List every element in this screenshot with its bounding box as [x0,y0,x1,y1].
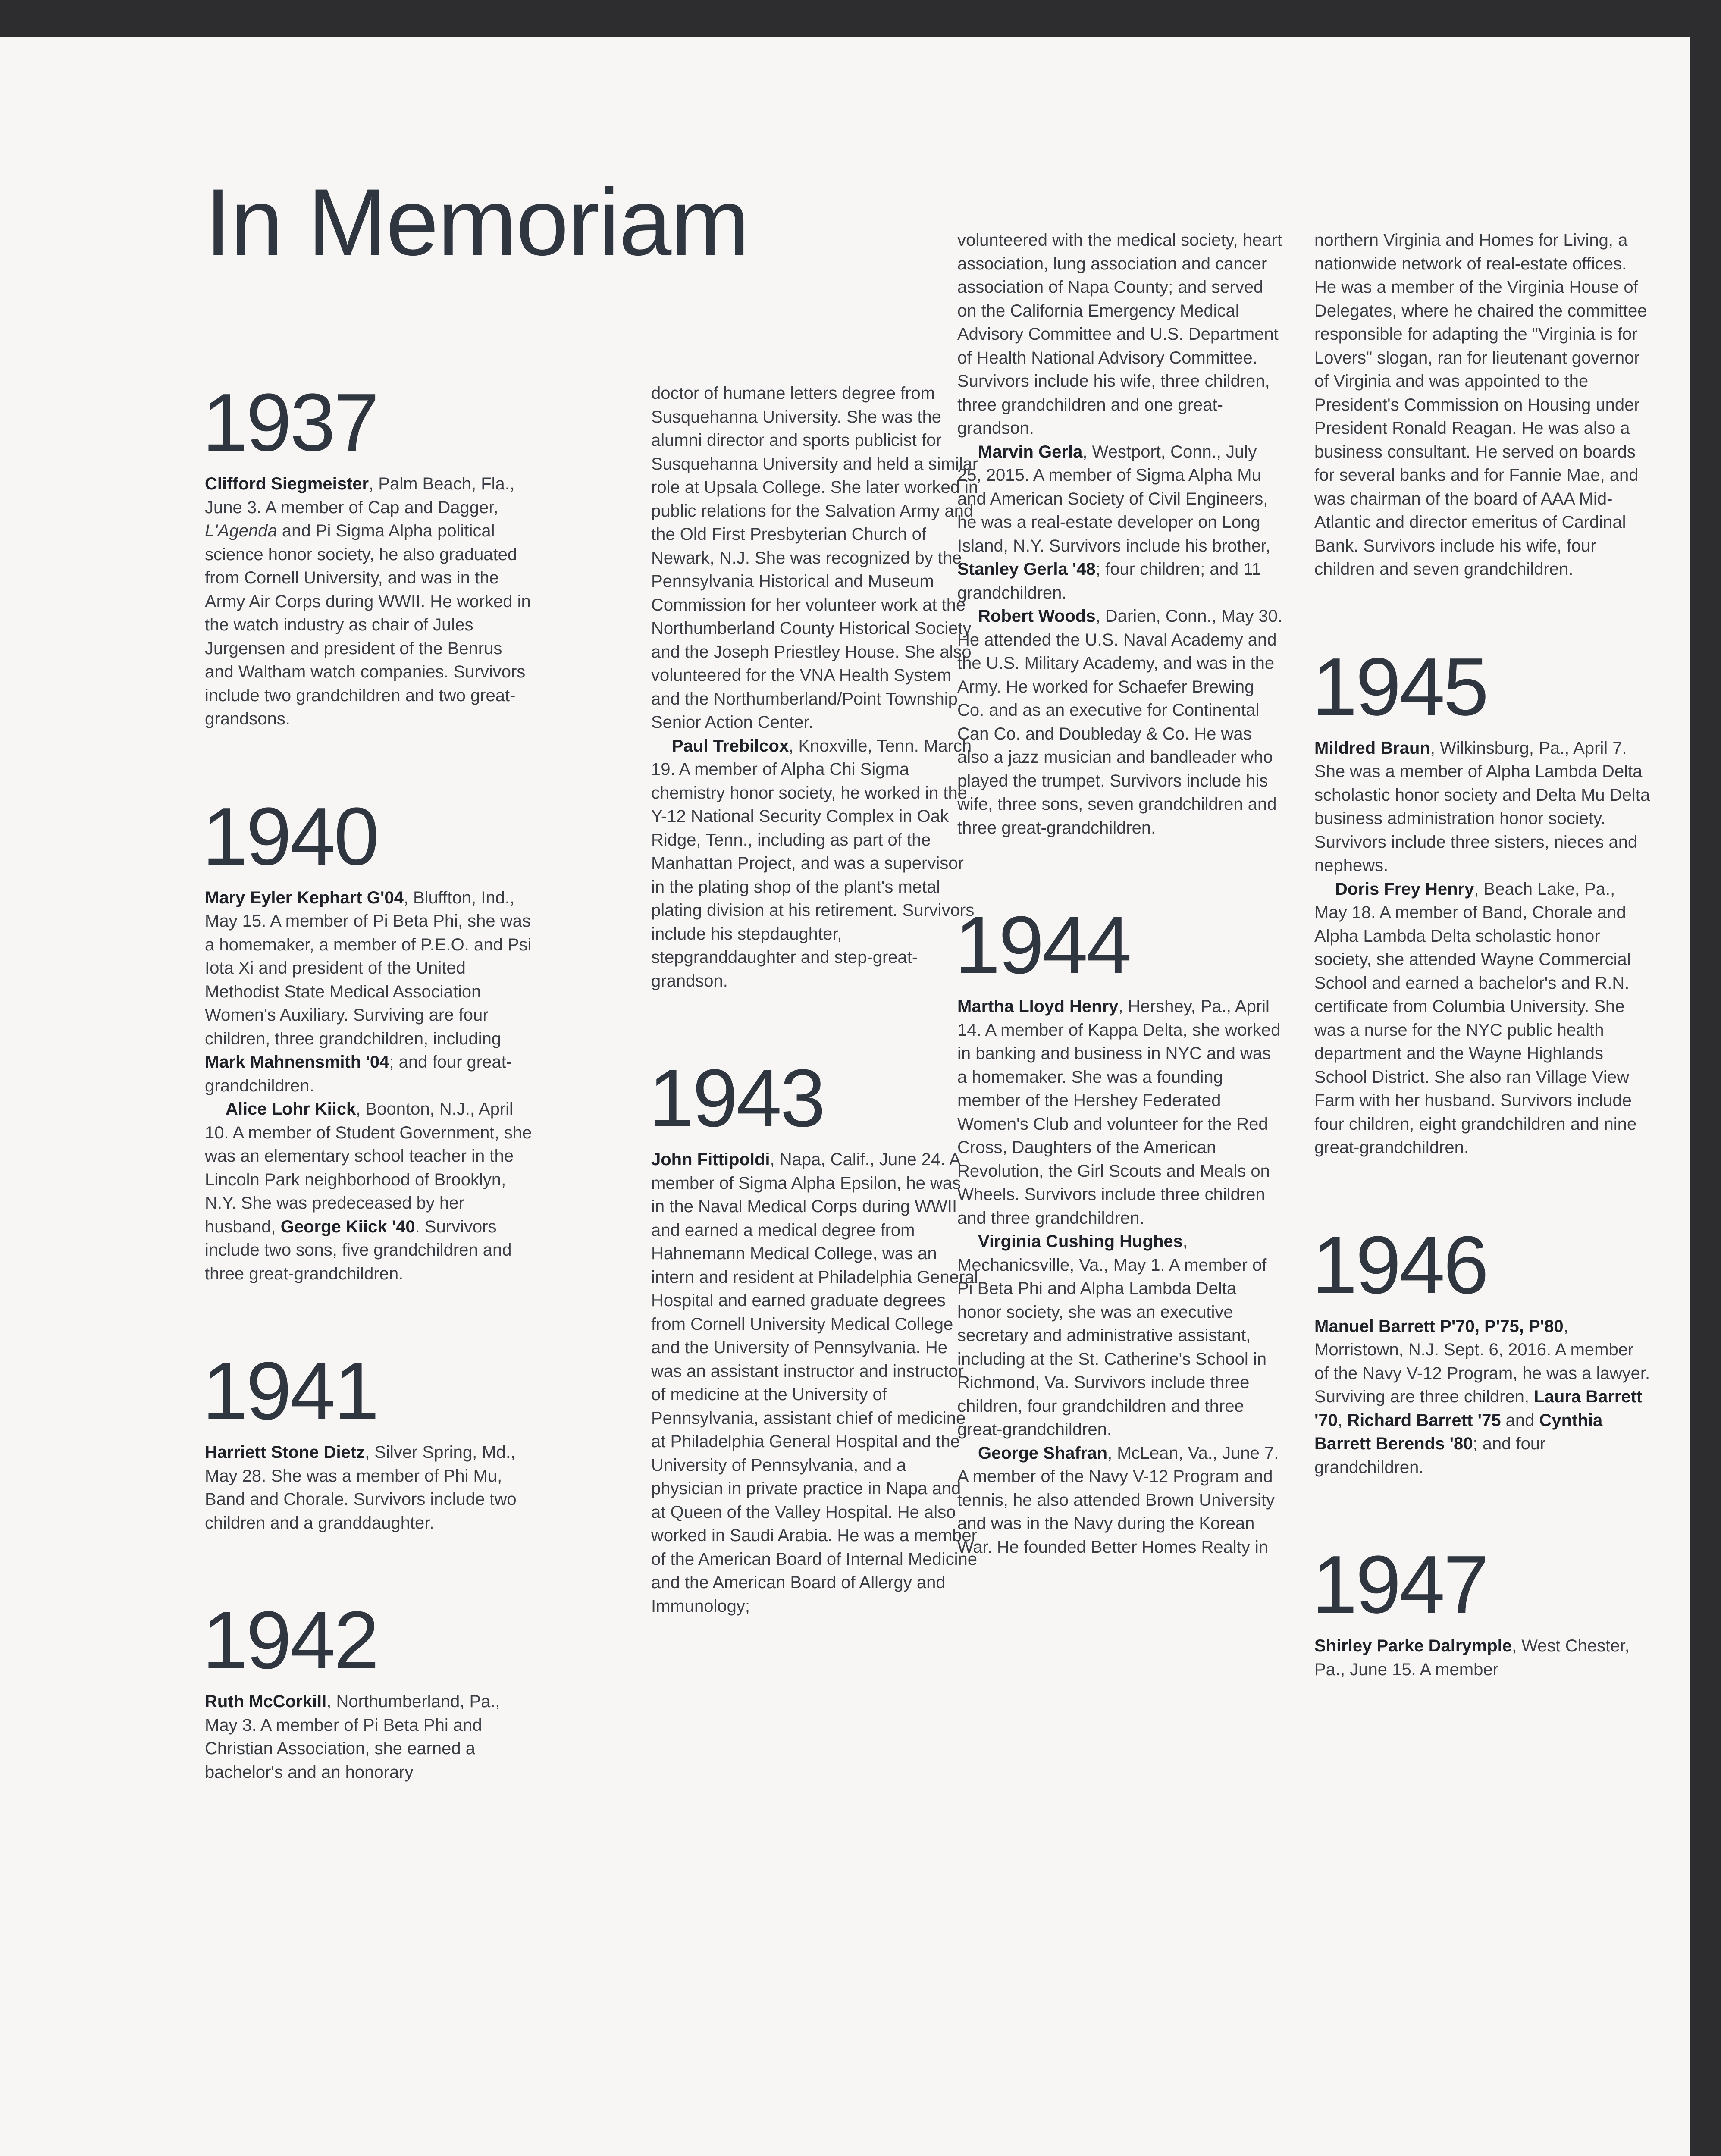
obituary-entry: Mildred Braun, Wilkinsburg, Pa., April 7. She was a member of Alpha Lambda Delta scholastic honor society and Delta Mu Delta business administration honor society. Survivors include three sisters, nieces and nephews. [1314,738,1650,875]
year-heading-1944: 1944 [955,899,1130,991]
page-title: In Memoriam [205,169,749,275]
obituary-entry: Martha Lloyd Henry, Hershey, Pa., April 14. A member of Kappa Delta, she worked in banking and business in NYC and was a homemaker. She was a founding member of the Hershey Federated Women's Club and volunteer for the Red Cross, Daughters of the American Revolution, the Girl Scouts and Meals on Wheels. Survivors include three children and three grandchildren. [957,997,1281,1228]
person-name: Martha Lloyd Henry [957,997,1119,1016]
column-3 [957,229,1285,1559]
year-heading-1947: 1947 [1312,1539,1487,1630]
year-heading-1945: 1945 [1312,641,1487,733]
obituary-entry: George Shafran, McLean, Va., June 7. A member of the Navy V-12 Program and tennis, he also attended Brown University and was in the Navy during the Korean War. He founded Better Homes Realty in [957,1443,1279,1557]
obituary-continuation: northern Virginia and Homes for Living, a nationwide network of real-estate offices. He was a member of the Virginia House of Delegates, where he chaired the committee responsible for adapting the "Virginia is for Lovers" slogan, ran for lieutenant governor of Virginia and was appointed to the President's Commission on Housing under President Ronald Reagan. He was also a business consultant. He served on boards for several banks and for Fannie Mae, and was chairman of the board of AAA Mid-Atlantic and director emeritus of Cardinal Bank. Survivors include his wife, four children and seven grandchildren. [1314,231,1647,579]
person-name: Doris Frey Henry [1335,879,1474,899]
obituary-entry: Doris Frey Henry, Beach Lake, Pa., May 18. A member of Band, Chorale and Alpha Lambda Delta scholastic honor society, she attended Wayne Commercial School and earned a bachelor's and R.N. certificate from Columbia University. She was a nurse for the NYC public health department and the Wayne Highlands School District. She also ran Village View Farm with her husband. Survivors include four children, eight grandchildren and nine great-grandchildren. [1314,879,1637,1157]
obituary-entry: Ruth McCorkill, Northumberland, Pa., May 3. A member of Pi Beta Phi and Christian Association, she earned a bachelor's and an honorary [205,1692,500,1782]
person-name: Clifford Siegmeister [205,474,369,493]
magazine-page [0,37,1690,2156]
person-name: Shirley Parke Dalrymple [1314,1636,1512,1655]
person-name: George Shafran [978,1443,1108,1463]
year-heading-1942: 1942 [202,1595,378,1686]
person-name: Manuel Barrett P'70, P'75, P'80 [1314,1316,1564,1336]
column-1 [202,377,533,1784]
person-name: Alice Lohr Kiick [226,1100,356,1119]
person-name: Virginia Cushing Hughes [978,1232,1183,1251]
year-heading-1937: 1937 [202,377,378,468]
year-heading-1946: 1946 [1312,1219,1487,1311]
relative-name: George Kiick '40 [280,1217,415,1236]
person-name: Harriett Stone Dietz [205,1443,365,1462]
person-name: John Fittipoldi [651,1150,770,1169]
obituary-entry: Robert Woods, Darien, Conn., May 30. He attended the U.S. Naval Academy and the U.S. Military Academy, and was in the Army. He worked for Schaefer Brewing Co. and as an executive for Continental Can Co. and Doubleday & Co. He was also a jazz musician and bandleader who played the trumpet. Survivors include his wife, three sons, seven grandchildren and three great-grandchildren. [957,607,1283,837]
column-4 [1314,229,1651,1681]
person-name: Marvin Gerla [978,442,1083,461]
relative-name: Cynthia Barrett Berends '80 [1314,1410,1603,1453]
relative-name: Laura Barrett '70 [1314,1387,1643,1430]
obituary-entry: Harriett Stone Dietz, Silver Spring, Md., May 28. She was a member of Phi Mu, Band and Chorale. Survivors include two children and a granddaughter. [205,1443,517,1532]
obituary-entry: Paul Trebilcox, Knoxville, Tenn. March 19. A member of Alpha Chi Sigma chemistry honor society, he worked in the Y-12 National Security Complex in Oak Ridge, Tenn., including as part of the Manhattan Project, and was a supervisor in the plating shop of the plant's metal plating division at his retirement. Survivors include his stepdaughter, stepgranddaughter and step-great-grandson. [651,736,975,990]
relative-name: Richard Barrett '75 [1347,1410,1501,1430]
obituary-continuation: volunteered with the medical society, heart association, lung association and cancer association of Napa County; and served on the California Emergency Medical Advisory Committee and U.S. Department of Health National Advisory Committee. Survivors include his wife, three children, three grandchildren and one great-grandson. [957,231,1282,438]
obituary-entry: Mary Eyler Kephart G'04, Bluffton, Ind., May 15. A member of Pi Beta Phi, she was a homemaker, a member of P.E.O. and Psi Iota Xi and president of the United Methodist State Medical Association Women's Auxiliary. Surviving are four children, three grandchildren, including Mark Mahnensmith '04; and four great-grandchildren. [205,888,532,1095]
obituary-entry: Marvin Gerla, Westport, Conn., July 25, 2015. A member of Sigma Alpha Mu and American Society of Civil Engineers, he was a real-estate developer on Long Island, N.Y. Survivors include his brother, Stanley Gerla '48; four children; and 11 grandchildren. [957,442,1271,602]
relative-name: Mark Mahnensmith '04 [205,1053,389,1072]
year-heading-1943: 1943 [649,1053,824,1144]
obituary-entry: Manuel Barrett P'70, P'75, P'80, Morristown, N.J. Sept. 6, 2016. A member of the Navy V-12 Program, he was a lawyer. Surviving are three children, Laura Barrett '70, Richard Barrett '75 and Cynthia Barrett Berends '80; and four grandchildren. [1314,1316,1650,1477]
person-name: Robert Woods [978,607,1096,626]
obituary-entry: John Fittipoldi, Napa, Calif., June 24. A member of Sigma Alpha Epsilon, he was in the Naval Medical Corps during WWII and earned a medical degree from Hahnemann Medical College, was an intern and resident at Philadelphia General Hospital and earned graduate degrees from Cornell University Medical College and the University of Pennsylvania. He was an assistant instructor and instructor of medicine at the University of Pennsylvania, assistant chief of medicine at Philadelphia General Hospital and the University of Pennsylvania, and a physician in private practice in Napa and at Queen of the Valley Hospital. He also worked in Saudi Arabia. He was a member of the American Board of Internal Medicine and the American Board of Allergy and Immunology; [651,1150,978,1616]
obituary-entry: Clifford Siegmeister, Palm Beach, Fla., June 3. A member of Cap and Dagger, L'Agenda and Pi Sigma Alpha political science honor society, he also graduated from Cornell University, and was in the Army Air Corps during WWII. He worked in the watch industry as chair of Jules Jurgensen and president of the Benrus and Waltham watch companies. Survivors include two grandchildren and two great-grandsons. [205,474,531,728]
person-name: Ruth McCorkill [205,1692,327,1711]
year-heading-1940: 1940 [202,790,378,882]
year-heading-1941: 1941 [202,1345,378,1437]
obituary-entry: Shirley Parke Dalrymple, West Chester, Pa., June 15. A member [1314,1636,1630,1679]
person-name: Paul Trebilcox [672,736,789,755]
obituary-continuation: doctor of humane letters degree from Susquehanna University. She was the alumni director and sports publicist for Susquehanna University and held a similar role at Upsala College. She later worked in public relations for the Salvation Army and the Old First Presbyterian Church of Newark, N.J. She was recognized by the Pennsylvania Historical and Museum Commission for her volunteer work at the Northumberland County Historical Society and the Joseph Priestley House. She also volunteered for the VNA Health System and the Northumberland/Point Township Senior Action Center. [651,384,978,732]
person-name: Mary Eyler Kephart G'04 [205,888,404,907]
relative-name: Stanley Gerla '48 [957,560,1096,579]
column-2 [651,382,979,1618]
obituary-entry: Alice Lohr Kiick, Boonton, N.J., April 10. A member of Student Government, she was an elementary school teacher in the Lincoln Park neighborhood of Brooklyn, N.Y. She was predeceased by her husband, George Kiick '40. Survivors include two sons, five grandchildren and three great-grandchildren. [205,1100,532,1283]
obituary-entry: Virginia Cushing Hughes, Mechanicsville, Va., May 1. A member of Pi Beta Phi and Alpha Lambda Delta honor society, she was an executive secretary and administrative assistant, including at the St. Catherine's School in Richmond, Va. Survivors include three children, four grandchildren and three great-grandchildren. [957,1232,1267,1439]
person-name: Mildred Braun [1314,738,1430,758]
